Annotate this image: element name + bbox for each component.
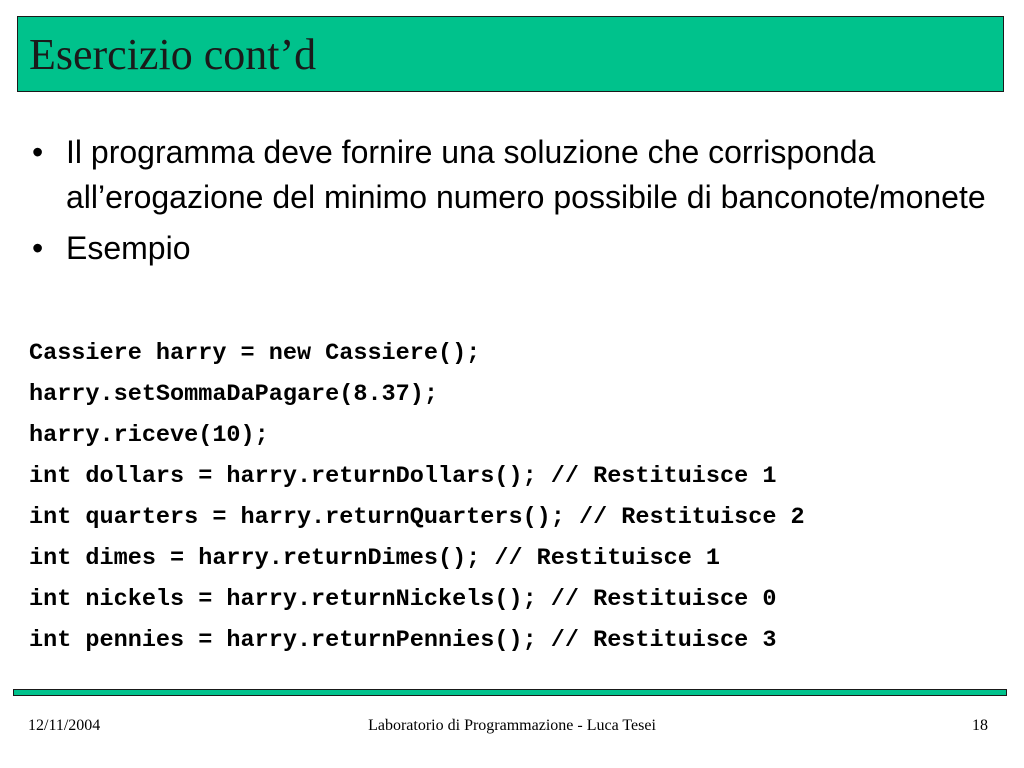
code-line: int quarters = harry.returnQuarters(); // Restituisce 2 xyxy=(29,504,805,531)
code-block xyxy=(29,333,805,661)
bullet-dot-icon: • xyxy=(32,230,44,266)
title-bar xyxy=(17,16,1004,92)
slide-title: Esercizio cont’d xyxy=(29,30,317,79)
code-line: int dimes = harry.returnDimes(); // Restituisce 1 xyxy=(29,545,721,572)
bullet-item xyxy=(32,130,992,220)
bullet-dot-icon: • xyxy=(32,134,44,170)
footer-course: Laboratorio di Programmazione - Luca Tesei xyxy=(368,717,656,734)
code-line: Cassiere harry = new Cassiere(); xyxy=(29,340,481,367)
code-line: harry.setSommaDaPagare(8.37); xyxy=(29,381,438,408)
bullet-text: Il programma deve fornire una soluzione che corrisponda all’erogazione del minimo numero possibile di banconote/monete xyxy=(66,134,986,215)
bullet-list xyxy=(32,130,992,277)
footer-page-number: 18 xyxy=(972,717,988,734)
footer-date: 12/11/2004 xyxy=(28,717,101,734)
code-line: harry.riceve(10); xyxy=(29,422,269,449)
bullet-item xyxy=(32,226,992,271)
code-line: int pennies = harry.returnPennies(); // Restituisce 3 xyxy=(29,627,777,654)
bullet-text: Esempio xyxy=(66,230,191,266)
code-line: int dollars = harry.returnDollars(); // Restituisce 1 xyxy=(29,463,777,490)
code-line: int nickels = harry.returnNickels(); // Restituisce 0 xyxy=(29,586,777,613)
footer-divider xyxy=(13,689,1007,696)
